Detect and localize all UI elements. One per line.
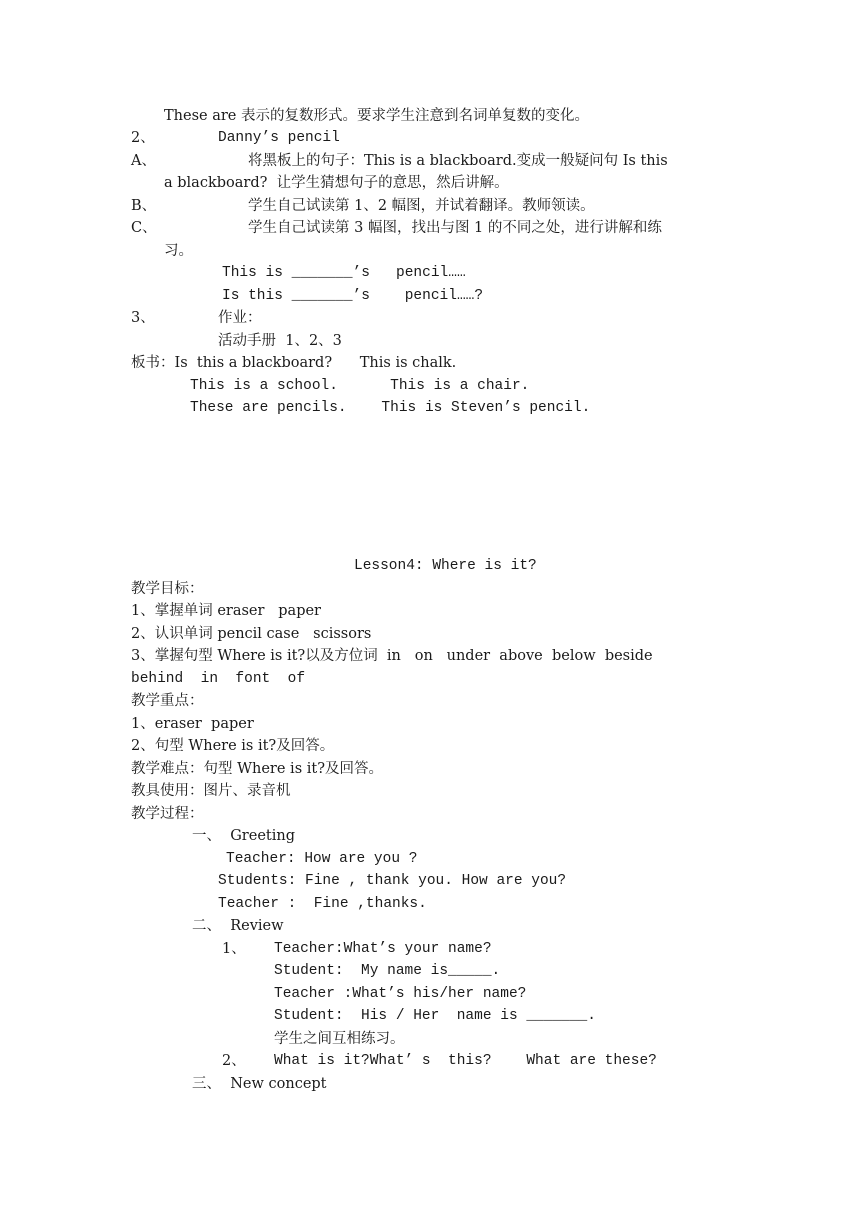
text-line: 学生自己试读第 3 幅图，找出与图 1 的不同之处，进行讲解和练 xyxy=(248,220,662,236)
section-heading: 教学过程： xyxy=(131,806,204,822)
section-number: 3、 xyxy=(131,310,155,326)
section-heading: 教学重点： xyxy=(131,693,204,709)
dialogue-line: Teacher :What’s his/her name? xyxy=(274,986,527,1002)
example-sentence: This is _______’s pencil…… xyxy=(222,265,466,281)
text-line: 将黑板上的句子：This is a blackboard.变成一般疑问句 Is this xyxy=(248,153,668,169)
step-heading: 二、 Review xyxy=(192,918,284,934)
blackboard-line: These are pencils. This is Steven’s pencil. xyxy=(190,400,591,416)
text-line: 活动手册 1、2、3 xyxy=(218,333,342,349)
text-line: 2、句型 Where is it?及回答。 xyxy=(131,738,335,754)
lesson-title: Lesson4: Where is it? xyxy=(354,558,537,574)
blackboard-line: This is a school. This is a chair. xyxy=(190,378,530,394)
section-number: 2、 xyxy=(131,130,155,146)
text-line: 教具使用：图片、录音机 xyxy=(131,783,291,799)
text-line: behind in font of xyxy=(131,671,306,687)
dialogue-line: Students: Fine , thank you. How are you? xyxy=(218,873,567,889)
step-heading: 三、 New concept xyxy=(192,1076,327,1092)
text-line: 2、认识单词 pencil case scissors xyxy=(131,626,372,642)
section-heading: 教学目标： xyxy=(131,581,204,597)
dialogue-line: Student: My name is_____. xyxy=(274,963,501,979)
item-label: C、 xyxy=(131,220,157,236)
dialogue-line: Teacher:What’s your name? xyxy=(274,941,492,957)
section-heading: Danny’s pencil xyxy=(218,130,340,146)
text-line: 1、掌握单词 eraser paper xyxy=(131,603,321,619)
item-number: 1、 xyxy=(222,941,246,957)
text-line: a blackboard? 让学生猜想句子的意思，然后讲解。 xyxy=(164,175,509,191)
step-heading: 一、 Greeting xyxy=(192,828,295,844)
item-label: A、 xyxy=(131,153,156,169)
text-line: 3、掌握句型 Where is it?以及方位词 in on under above below beside xyxy=(131,648,653,664)
blackboard-line: 板书：Is this a blackboard? This is chalk. xyxy=(131,355,457,371)
item-number: 2、 xyxy=(222,1053,246,1069)
dialogue-line: Student: His / Her name is _______. xyxy=(274,1008,596,1024)
text-line: These are 表示的复数形式。要求学生注意到名词单复数的变化。 xyxy=(164,108,589,124)
dialogue-line: What is it?What’ s this? What are these? xyxy=(274,1053,657,1069)
text-line: 学生之间互相练习。 xyxy=(274,1031,405,1047)
section-heading: 作业： xyxy=(218,310,262,326)
dialogue-line: Teacher : Fine ,thanks. xyxy=(218,896,427,912)
example-sentence: Is this _______’s pencil……? xyxy=(222,288,484,304)
text-line: 习。 xyxy=(164,243,193,259)
item-label: B、 xyxy=(131,198,157,214)
text-line: 教学难点：句型 Where is it?及回答。 xyxy=(131,761,383,777)
text-line: 1、eraser paper xyxy=(131,716,254,732)
dialogue-line: Teacher: How are you ? xyxy=(226,851,418,867)
text-line: 学生自己试读第 1、2 幅图，并试着翻译。教师领读。 xyxy=(248,198,595,214)
